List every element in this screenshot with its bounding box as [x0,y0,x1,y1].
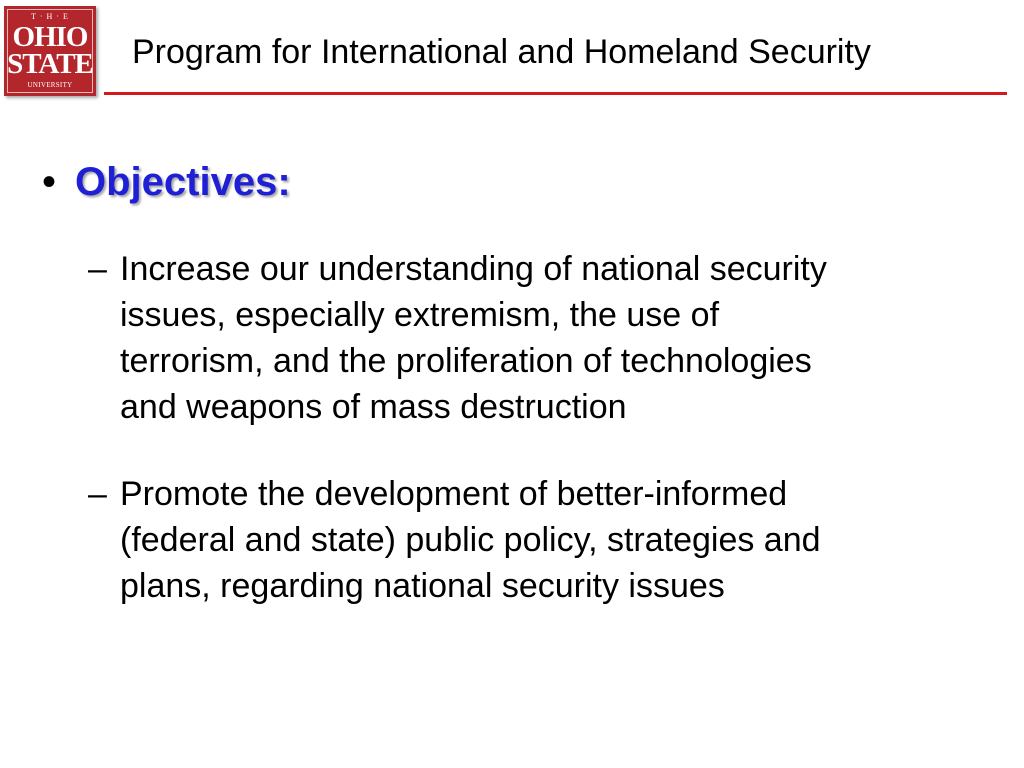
ohio-state-logo [4,6,96,96]
objective-text: Promote the development of better-informed [120,475,788,513]
objective-line [88,246,988,292]
objectives-heading: Objectives: [75,160,291,204]
bullet-icon: • [42,160,57,204]
objective-line: and weapons of mass destruction [120,388,627,426]
logo-university-text: UNIVERSITY [27,81,73,89]
title-divider [104,92,1007,95]
logo-the-text: T · H · E [31,12,69,21]
objective-item [88,246,988,430]
dash-icon: – [88,475,107,513]
objective-item [88,471,988,609]
objective-line: plans, regarding national security issues [120,567,725,605]
objectives-bullet [42,158,291,206]
objective-line: issues, especially extremism, the use of [120,296,720,334]
dash-icon: – [88,250,107,288]
logo-state-text: STATE [7,48,93,80]
objective-line: terrorism, and the proliferation of technologies [120,342,812,380]
objective-text: Increase our understanding of national security [120,250,827,288]
slide-title: Program for International and Homeland Security [132,33,871,71]
objective-line [88,471,988,517]
objective-line: (federal and state) public policy, strategies and [120,521,821,559]
logo-ohio-text: OHIO [12,21,88,53]
